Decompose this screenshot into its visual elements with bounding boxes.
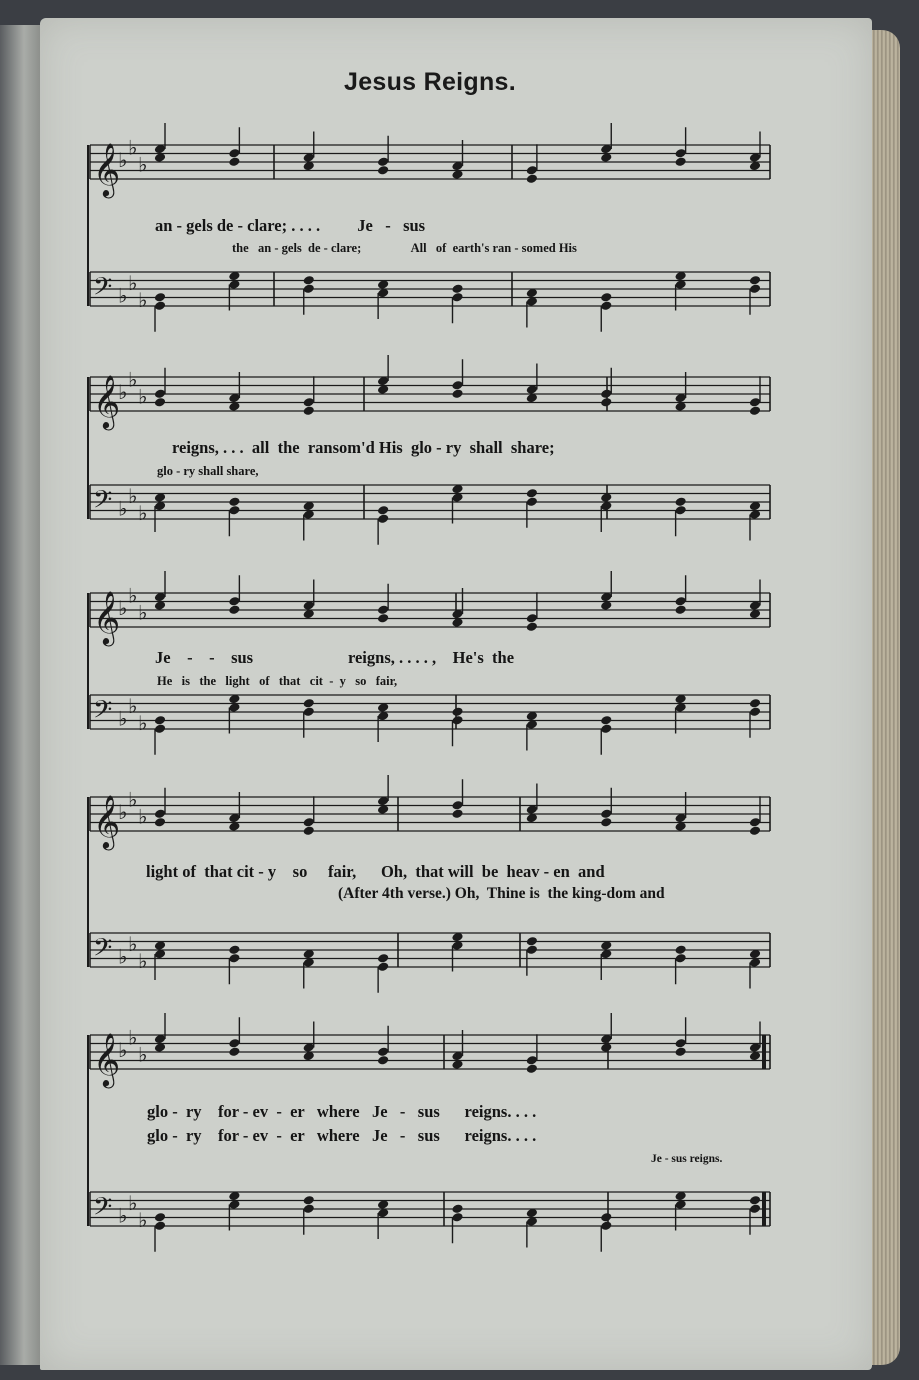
flat-sign-icon: ♭ <box>118 380 128 404</box>
flat-sign-icon: ♭ <box>128 367 138 392</box>
bass-clef-icon: 𝄢 <box>93 272 113 308</box>
notehead <box>526 1063 538 1074</box>
notehead <box>600 397 612 408</box>
notehead <box>749 825 761 836</box>
notehead <box>749 405 761 416</box>
system-4-lyric-line-2: (After 4th verse.) Oh, Thine is the king-dom and <box>338 885 665 902</box>
flat-sign-icon: ♭ <box>128 483 138 508</box>
notehead <box>526 488 538 499</box>
notehead <box>526 936 538 947</box>
notehead <box>303 825 315 836</box>
notehead <box>451 388 463 399</box>
notehead <box>674 496 686 507</box>
notehead <box>749 1195 761 1206</box>
flat-sign-icon: ♭ <box>128 787 138 812</box>
flat-sign-icon: ♭ <box>138 500 148 525</box>
treble-clef-icon: 𝄞 <box>93 590 121 644</box>
flat-sign-icon: ♭ <box>138 948 148 973</box>
notehead <box>303 405 315 416</box>
hymn-title: Jesus Reigns. <box>343 68 517 96</box>
flat-sign-icon: ♭ <box>138 1042 148 1067</box>
notehead <box>154 715 166 726</box>
flat-sign-icon: ♭ <box>118 596 128 620</box>
flat-sign-icon: ♭ <box>138 600 148 625</box>
notehead <box>377 505 389 516</box>
treble-clef-icon: 𝄞 <box>93 374 121 428</box>
notehead <box>600 817 612 828</box>
flat-sign-icon: ♭ <box>118 800 128 824</box>
flat-sign-icon: ♭ <box>118 283 128 308</box>
notehead <box>303 275 315 286</box>
flat-sign-icon: ♭ <box>128 1025 138 1050</box>
notehead <box>674 1046 686 1057</box>
flat-sign-icon: ♭ <box>118 1038 128 1062</box>
notehead <box>526 621 538 632</box>
notehead <box>451 808 463 819</box>
notehead <box>451 1203 463 1214</box>
notehead <box>303 1195 315 1206</box>
notehead <box>228 604 240 615</box>
flat-sign-icon: ♭ <box>138 710 148 735</box>
flat-sign-icon: ♭ <box>118 496 128 521</box>
flat-sign-icon: ♭ <box>128 583 138 608</box>
system-2-lyric-line-2: glo - ry shall share, <box>157 464 259 478</box>
notehead <box>377 165 389 176</box>
flat-sign-icon: ♭ <box>128 931 138 956</box>
system-2-lyric-line-1: reigns, . . . all the ransom'd His glo - ry shall share; <box>172 438 555 457</box>
notehead <box>303 698 315 709</box>
flat-sign-icon: ♭ <box>138 804 148 829</box>
bass-clef-icon: 𝄢 <box>93 695 113 731</box>
flat-sign-icon: ♭ <box>118 1203 128 1228</box>
notehead <box>228 496 240 507</box>
flat-sign-icon: ♭ <box>138 287 148 312</box>
flat-sign-icon: ♭ <box>118 944 128 969</box>
bass-clef-icon: 𝄢 <box>93 933 113 969</box>
notehead <box>228 944 240 955</box>
notehead <box>154 1212 166 1223</box>
notehead <box>600 715 612 726</box>
notehead <box>749 275 761 286</box>
system-4-lyric-line-1: light of that cit - y so fair, Oh, that will be heav - en and <box>146 862 605 881</box>
notehead <box>600 1212 612 1223</box>
system-5-lyric-line-3: Je - sus reigns. <box>651 1153 723 1165</box>
flat-sign-icon: ♭ <box>138 1207 148 1232</box>
system-1-lyric-line-2: the an - gels de - clare; All of earth's ran - somed His <box>232 241 577 255</box>
notehead <box>674 944 686 955</box>
flat-sign-icon: ♭ <box>128 270 138 295</box>
notehead <box>526 173 538 184</box>
treble-clef-icon: 𝄞 <box>93 794 121 848</box>
flat-sign-icon: ♭ <box>138 152 148 177</box>
notehead <box>154 397 166 408</box>
notehead <box>600 292 612 303</box>
system-5-lyric-line-2: glo - ry for - ev - er where Je - sus reigns. . . . <box>147 1126 537 1145</box>
notehead <box>377 1055 389 1066</box>
flat-sign-icon: ♭ <box>128 693 138 718</box>
notehead <box>749 698 761 709</box>
system-1-lyric-line-1: an - gels de - clare; . . . . Je - sus <box>155 216 426 235</box>
flat-sign-icon: ♭ <box>138 384 148 409</box>
bass-clef-icon: 𝄢 <box>93 485 113 521</box>
system-3-lyric-line-1: Je - - sus reigns, . . . . , He's the <box>155 648 515 667</box>
notehead <box>228 1046 240 1057</box>
treble-clef-icon: 𝄞 <box>93 142 121 196</box>
notehead <box>674 604 686 615</box>
notehead <box>228 156 240 167</box>
flat-sign-icon: ♭ <box>118 148 128 172</box>
treble-clef-icon: 𝄞 <box>93 1032 121 1086</box>
system-3-lyric-line-2: He is the light of that cit - y so fair, <box>157 674 398 688</box>
system-5-lyric-line-1: glo - ry for - ev - er where Je - sus reigns. . . . <box>147 1102 537 1121</box>
notehead <box>674 156 686 167</box>
notehead <box>377 613 389 624</box>
notehead <box>377 953 389 964</box>
notehead <box>451 283 463 294</box>
flat-sign-icon: ♭ <box>128 135 138 160</box>
flat-sign-icon: ♭ <box>118 706 128 731</box>
flat-sign-icon: ♭ <box>128 1190 138 1215</box>
notehead <box>154 292 166 303</box>
bass-clef-icon: 𝄢 <box>93 1192 113 1228</box>
notehead <box>451 706 463 717</box>
notehead <box>154 817 166 828</box>
